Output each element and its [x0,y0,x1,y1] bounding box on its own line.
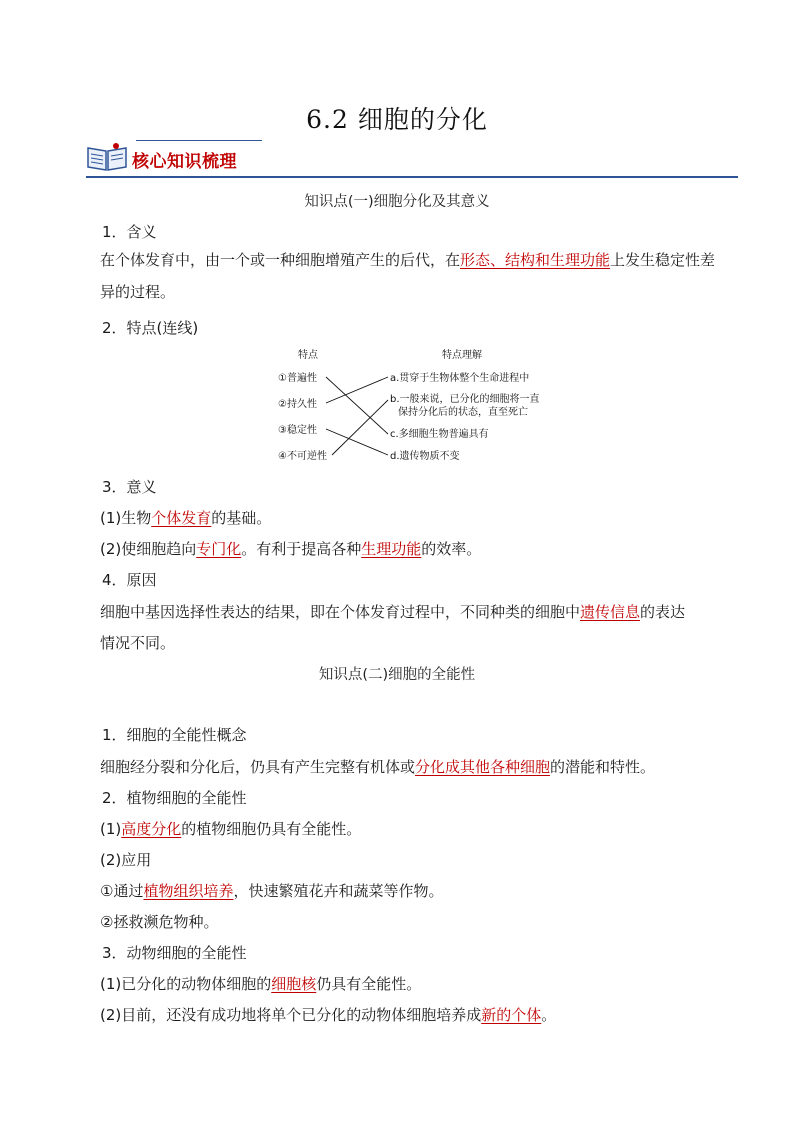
text-run: ，快速繁殖花卉和蔬菜等作物。 [233,882,444,900]
matching-left-item: ③稳定性 [278,425,317,436]
highlight-run: 新的个体 [481,1006,542,1024]
kp2-s1-title: 1．细胞的全能性概念 [102,726,247,744]
match-line [326,377,388,403]
matching-left-item: ②持久性 [278,399,317,410]
kp2-s2-p3 [100,880,443,901]
highlight-run: 个体发育 [151,509,212,527]
matching-right-item: c.多细胞生物普遍具有 [390,429,489,440]
text-run: (1)已分化的动物体细胞的 [100,975,272,993]
kp2-s2-p4: ②拯救濒危物种。 [100,913,219,931]
text-run: 的植物细胞仍具有全能性。 [181,820,362,838]
text-run: 。有利于提高各种 [241,540,362,558]
kp1-s1-title: 1．含义 [102,223,157,241]
text-run: 的潜能和特性。 [550,758,656,776]
text-run: 细胞经分裂和分化后，仍具有产生完整有机体或 [100,758,416,776]
open-book-icon [86,142,128,172]
kp1-s4-paragraph [100,601,685,622]
kp1-s1-paragraph [100,244,724,308]
match-line [326,429,388,455]
text-run: ①通过 [100,882,144,900]
text-run: 的效率。 [421,540,482,558]
highlight-run: 细胞核 [271,975,317,993]
kp2-s1-paragraph [100,756,655,777]
kp1-s2-title: 2．特点(连线) [102,319,199,337]
text-run: 上发生稳定性差异的过程。 [100,251,716,301]
matching-right-item: d.遗传物质不变 [390,451,460,462]
kp2-s3-p1 [100,973,421,994]
highlight-run: 遗传信息 [580,603,641,621]
banner-bottom-rule [86,176,738,178]
kp2-s3-title: 3．动物细胞的全能性 [102,944,247,962]
matching-left-item: ④不可逆性 [278,451,327,462]
text-run: (1)生物 [100,509,152,527]
kp1-s3-p2 [100,538,481,559]
matching-left-item: ①普遍性 [278,373,317,384]
kp1-s4-paragraph-cont: 情况不同。 [100,634,176,652]
banner-top-rule [136,140,262,141]
highlight-run: 形态、结构和生理功能 [460,251,611,269]
text-run: 的基础。 [211,509,272,527]
highlight-run: 生理功能 [361,540,422,558]
text-run: 的表达 [640,603,686,621]
highlight-run: 植物组织培养 [143,882,234,900]
highlight-run: 高度分化 [121,820,182,838]
text-run: 细胞中基因选择性表达的结果，即在个体发育过程中，不同种类的细胞中 [100,603,581,621]
highlight-run: 专门化 [196,540,242,558]
kp1-s4-title: 4．原因 [102,571,157,589]
kp2-s2-p1 [100,818,361,839]
section-banner [86,138,738,180]
matching-left-header: 特点 [298,350,318,361]
matching-right-item: a.贯穿于生物体整个生命进程中 [390,373,530,384]
kp2-s2-title: 2．植物细胞的全能性 [102,789,247,807]
highlight-run: 分化成其他各种细胞 [415,758,551,776]
text-run: (2)使细胞趋向 [100,540,197,558]
text-run: (2)目前，还没有成功地将单个已分化的动物体细胞培养成 [100,1006,482,1024]
kp1-heading: 知识点(一)细胞分化及其意义 [304,194,490,210]
kp1-s3-p1 [100,507,271,528]
text-run: 在个体发育中，由一个或一种细胞增殖产生的后代，在 [100,251,461,269]
page-title: 6.2 细胞的分化 [306,105,488,134]
kp2-heading: 知识点(二)细胞的全能性 [318,667,476,683]
text-run: 仍具有全能性。 [316,975,422,993]
matching-right-item: b.一般来说，已分化的细胞将一直 [390,394,540,405]
matching-right-item: 保持分化后的状态，直至死亡 [398,407,528,418]
kp1-s3-title: 3．意义 [102,478,157,496]
matching-figure [270,342,560,470]
kp2-s3-p2 [100,1004,556,1025]
match-line [326,377,388,434]
matching-right-header: 特点理解 [442,350,482,361]
banner-label: 核心知识梳理 [132,152,237,172]
text-run: (1) [100,820,122,838]
kp2-s2-p2: (2)应用 [100,851,152,869]
text-run: 。 [541,1006,557,1024]
